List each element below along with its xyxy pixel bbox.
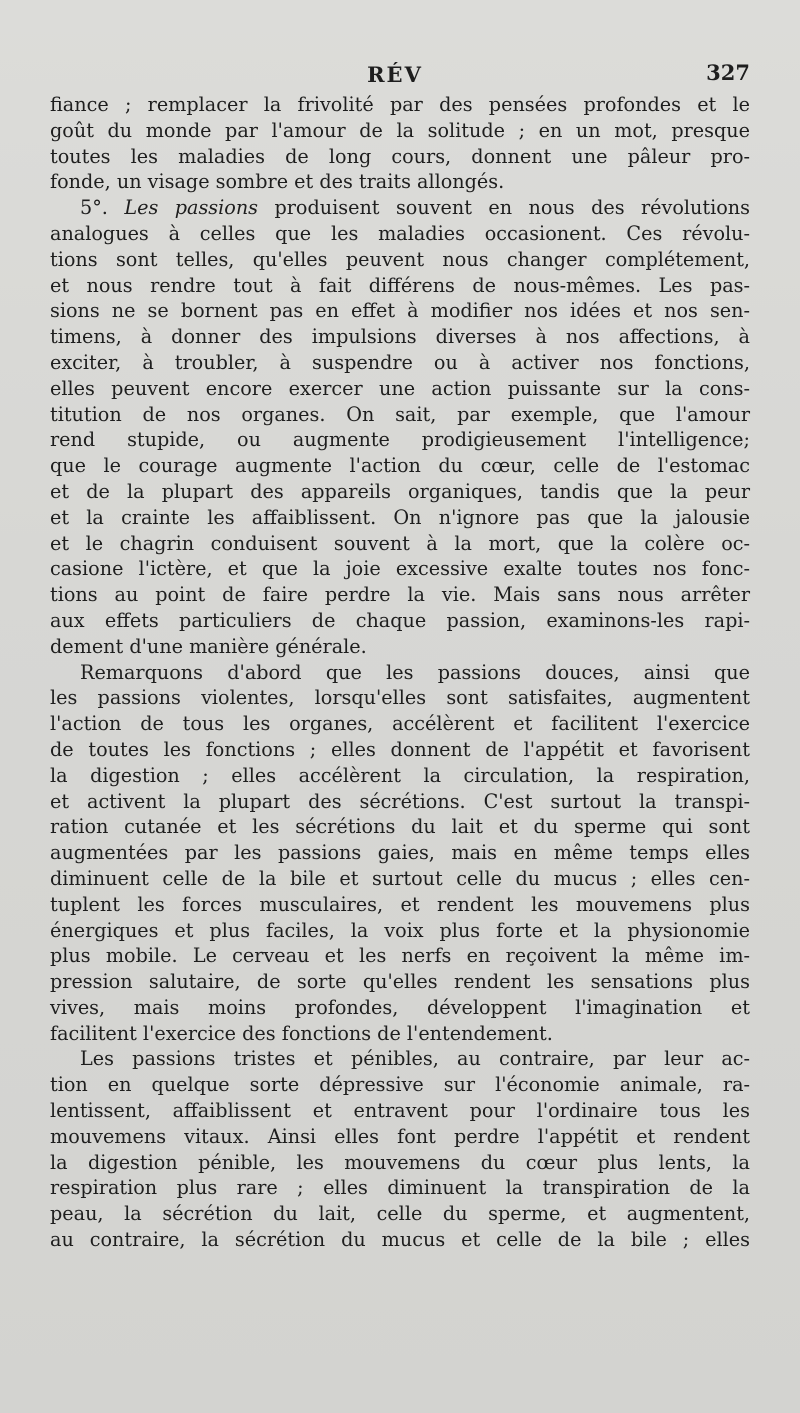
text-line — [50, 943, 750, 969]
line-text: la digestion ; elles accélèrent la circulation, la respiration, — [50, 763, 750, 787]
line-text: plus mobile. Le cerveau et les nerfs en reçoivent la même im- — [50, 944, 750, 968]
page-number: 327 — [706, 60, 750, 85]
line-text: au contraire, la sécrétion du mucus et celle de la bile ; elles — [50, 1228, 750, 1252]
line-text: et de la plupart des appareils organiques, tandis que la peur — [50, 479, 750, 503]
line-text: rend stupide, ou augmente prodigieusement l'intelligence; — [50, 428, 750, 452]
line-text: Les passions tristes et pénibles, au contraire, par leur ac- — [80, 1047, 750, 1071]
line-text: sions ne se bornent pas en effet à modifier nos idées et nos sen- — [50, 299, 750, 323]
text-line — [50, 92, 750, 118]
line-text: augmentées par les passions gaies, mais en même temps elles — [50, 841, 750, 865]
text-line — [50, 1150, 750, 1176]
line-text: ration cutanée et les sécrétions du lait et du sperme qui sont — [50, 815, 750, 839]
text-line — [50, 350, 750, 376]
text-line — [50, 660, 750, 686]
line-text: tions sont telles, qu'elles peuvent nous changer complétement, — [50, 247, 750, 271]
line-text: énergiques et plus faciles, la voix plus forte et la physionomie — [50, 918, 750, 942]
line-text: et activent la plupart des sécrétions. C'est surtout la transpi- — [50, 789, 750, 813]
text-line — [50, 685, 750, 711]
text-line — [50, 1227, 750, 1253]
text-line — [50, 1124, 750, 1150]
text-line — [50, 608, 750, 634]
line-text: tions au point de faire perdre la vie. Mais sans nous arrêter — [50, 583, 750, 607]
line-text: l'action de tous les organes, accélèrent et facilitent l'exercice — [50, 712, 750, 736]
text-line — [50, 324, 750, 350]
line-text: les passions violentes, lorsqu'elles sont satisfaites, augmentent — [50, 686, 750, 710]
line-text: elles peuvent encore exercer une action puissante sur la cons- — [50, 376, 750, 400]
text-line — [50, 763, 750, 789]
line-text: mouvemens vitaux. Ainsi elles font perdre l'appétit et rendent — [50, 1124, 750, 1148]
text-line — [50, 969, 750, 995]
text-line — [50, 118, 750, 144]
text-line — [50, 840, 750, 866]
text-line — [50, 221, 750, 247]
text-line — [50, 814, 750, 840]
line-text: vives, mais moins profondes, développent l'imagination et — [50, 995, 750, 1019]
page-header — [50, 58, 750, 94]
body-text — [50, 92, 750, 1253]
line-text: facilitent l'exercice des fonctions de l'entendement. — [50, 1021, 553, 1045]
line-text: tion en quelque sorte dépressive sur l'économie animale, ra- — [50, 1073, 750, 1097]
text-line — [50, 1201, 750, 1227]
line-text: aux effets particuliers de chaque passion, examinons-les rapi- — [50, 608, 750, 632]
text-line — [50, 918, 750, 944]
text-line — [50, 1072, 750, 1098]
line-text: casione l'ictère, et que la joie excessive exalte toutes nos fonc- — [50, 557, 750, 581]
running-head: RÉV — [367, 62, 423, 87]
text-line — [50, 376, 750, 402]
line-text: et le chagrin conduisent souvent à la mort, que la colère oc- — [50, 531, 750, 555]
text-line — [50, 169, 750, 195]
text-line — [50, 1098, 750, 1124]
text-line — [50, 531, 750, 557]
line-text: et nous rendre tout à fait différens de nous-mêmes. Les pas- — [50, 273, 750, 297]
line-text: exciter, à troubler, à suspendre ou à activer nos fonctions, — [50, 350, 750, 374]
text-line — [50, 1046, 750, 1072]
text-line — [50, 273, 750, 299]
text-line — [50, 556, 750, 582]
text-line — [50, 144, 750, 170]
line-text: produisent souvent en nous des révolutions — [258, 196, 751, 220]
line-text: goût du monde par l'amour de la solitude ; en un mot, presque — [50, 118, 750, 142]
line-text: et la crainte les affaiblissent. On n'ignore pas que la jalousie — [50, 505, 750, 529]
text-line — [50, 995, 750, 1021]
text-line — [50, 479, 750, 505]
text-line — [50, 634, 750, 660]
line-text: respiration plus rare ; elles diminuent la transpiration de la — [50, 1176, 750, 1200]
line-text: pression salutaire, de sorte qu'elles rendent les sensations plus — [50, 970, 750, 994]
text-line — [50, 247, 750, 273]
line-text: timens, à donner des impulsions diverses à nos affections, à — [50, 325, 750, 349]
text-line — [50, 892, 750, 918]
text-line — [50, 1175, 750, 1201]
text-line — [50, 711, 750, 737]
line-text: fonde, un visage sombre et des traits allongés. — [50, 170, 505, 194]
text-line — [50, 1021, 750, 1047]
line-text: diminuent celle de la bile et surtout celle du mucus ; elles cen- — [50, 866, 750, 890]
line-text: peau, la sécrétion du lait, celle du sperme, et augmentent, — [50, 1202, 750, 1226]
text-line — [50, 453, 750, 479]
text-line — [50, 298, 750, 324]
text-line — [50, 505, 750, 531]
line-text: Remarquons d'abord que les passions douces, ainsi que — [80, 660, 750, 684]
line-text: tuplent les forces musculaires, et rendent les mouvemens plus — [50, 892, 750, 916]
text-line — [50, 195, 750, 221]
text-line — [50, 582, 750, 608]
line-text: lentissent, affaiblissent et entravent pour l'ordinaire tous les — [50, 1099, 750, 1123]
text-line — [50, 866, 750, 892]
line-text: que le courage augmente l'action du cœur, celle de l'estomac — [50, 454, 750, 478]
line-text: titution de nos organes. On sait, par exemple, que l'amour — [50, 402, 750, 426]
line-text: fiance ; remplacer la frivolité par des pensées profondes et le — [50, 93, 750, 116]
text-line — [50, 427, 750, 453]
text-line — [50, 737, 750, 763]
italic-term: Les passions — [124, 196, 259, 220]
section-number: 5°. — [80, 196, 125, 220]
text-line — [50, 402, 750, 428]
line-text: de toutes les fonctions ; elles donnent de l'appétit et favorisent — [50, 737, 750, 761]
line-text: la digestion pénible, les mouvemens du cœur plus lents, la — [50, 1150, 750, 1174]
line-text: analogues à celles que les maladies occasionent. Ces révolu- — [50, 221, 750, 245]
line-text: toutes les maladies de long cours, donnent une pâleur pro- — [50, 144, 750, 168]
line-text: dement d'une manière générale. — [50, 634, 367, 658]
text-line — [50, 789, 750, 815]
